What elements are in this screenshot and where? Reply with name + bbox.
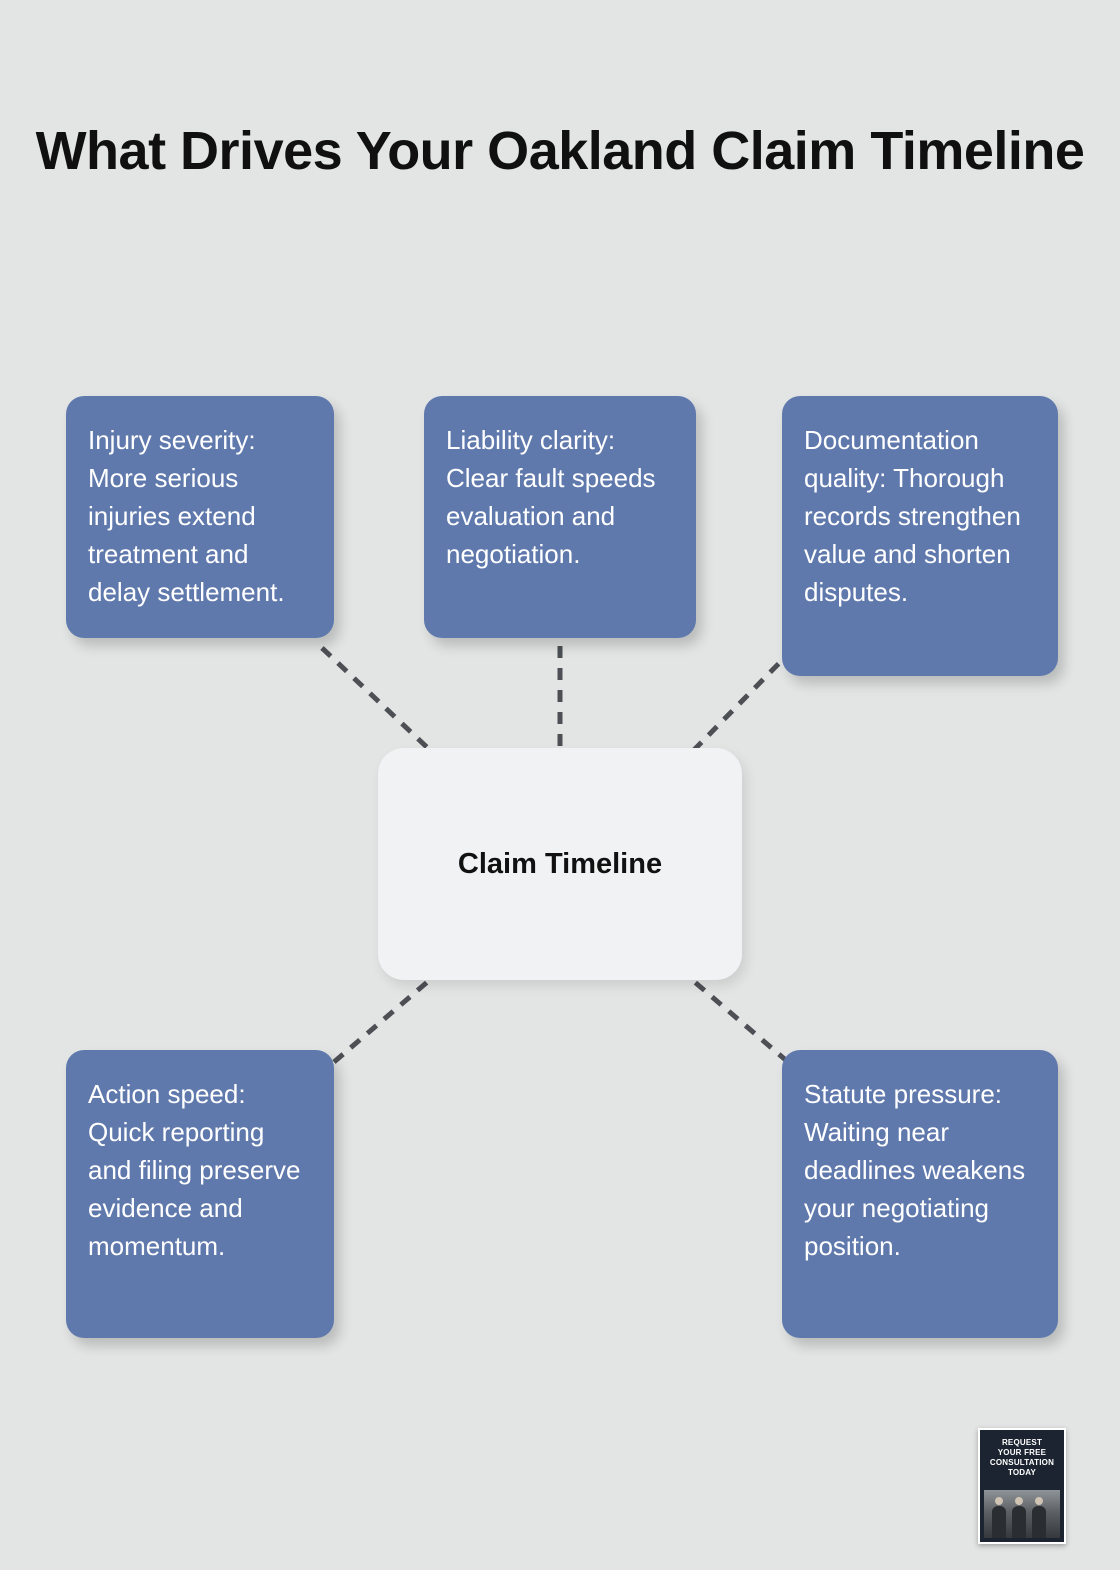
connector-statute-pressure <box>690 978 788 1062</box>
connector-injury-severity <box>322 648 432 752</box>
badge-line-3: CONSULTATION <box>989 1458 1055 1467</box>
consultation-badge[interactable] <box>978 1428 1066 1544</box>
node-statute-pressure <box>782 1050 1058 1338</box>
person-figure <box>1032 1506 1046 1538</box>
node-label: Injury severity: More serious injuries extend treatment and delay settlement. <box>88 425 285 607</box>
connector-documentation-quality <box>692 648 794 752</box>
node-action-speed <box>66 1050 334 1338</box>
node-label: Statute pressure: Waiting near deadlines weakens your negotiating position. <box>804 1079 1026 1261</box>
connector-action-speed <box>334 978 432 1062</box>
badge-line-2: YOUR FREE <box>997 1448 1047 1457</box>
person-figure <box>1012 1506 1026 1538</box>
node-injury-severity <box>66 396 334 638</box>
badge-text-block <box>980 1430 1064 1482</box>
node-liability-clarity <box>424 396 696 638</box>
center-node <box>378 748 742 980</box>
node-label: Documentation quality: Thorough records strengthen value and shorten disputes. <box>804 425 1021 607</box>
badge-team-photo <box>984 1490 1060 1538</box>
node-label: Liability clarity: Clear fault speeds evaluation and negotiation. <box>446 425 656 569</box>
person-figure <box>992 1506 1006 1538</box>
badge-line-1: REQUEST <box>1001 1438 1043 1447</box>
center-node-label: Claim Timeline <box>457 847 663 880</box>
node-label: Action speed: Quick reporting and filing preserve evidence and momentum. <box>88 1079 301 1261</box>
page-title: What Drives Your Oakland Claim Timeline <box>35 121 1085 181</box>
badge-line-4: TODAY <box>1007 1468 1037 1477</box>
node-documentation-quality <box>782 396 1058 676</box>
